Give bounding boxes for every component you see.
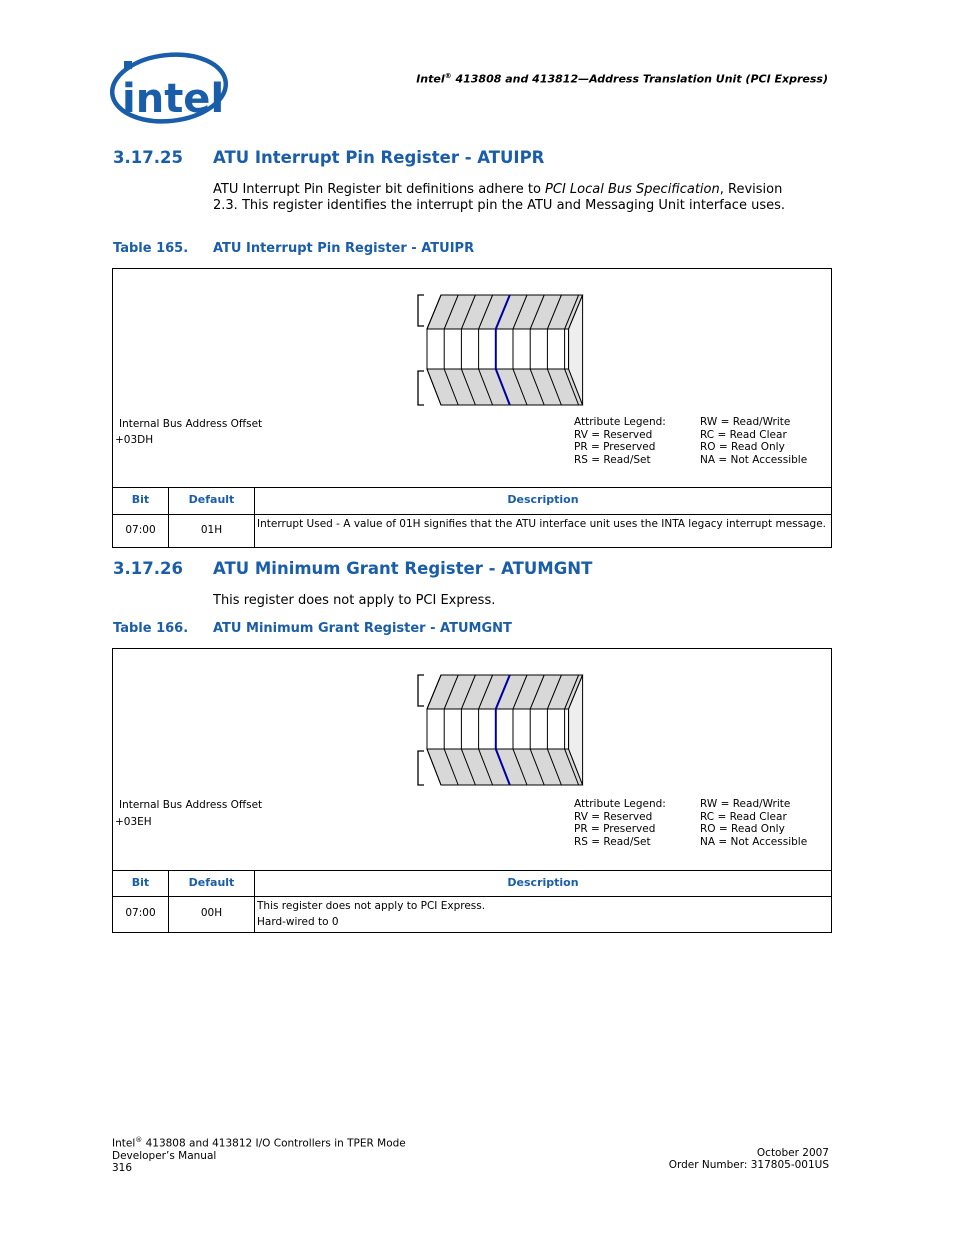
footer-left: Intel® 413808 and 413812 I/O Controllers in TPER Mode Developer’s Manual 316 xyxy=(112,1136,406,1174)
table-title: ATU Minimum Grant Register - ATUMGNT xyxy=(213,621,512,636)
register-table-166 xyxy=(112,648,832,933)
bit-field-diagram xyxy=(409,293,589,409)
header-brand: Intel xyxy=(416,72,445,86)
cell-description: This register does not apply to PCI Express. Hard-wired to 0 xyxy=(257,900,486,928)
running-header xyxy=(380,72,828,86)
footer-right xyxy=(560,1147,829,1171)
column-header-description: Description xyxy=(507,876,579,889)
cell-default: 00H xyxy=(200,907,223,919)
table-title: ATU Interrupt Pin Register - ATUIPR xyxy=(213,241,475,256)
section-title: ATU Minimum Grant Register - ATUMGNT xyxy=(213,559,593,578)
section1-paragraph: ATU Interrupt Pin Register bit definitions adhere to PCI Local Bus Specification, Revision 2.3. This register identifies the interrupt pin the ATU and Messaging Unit interface uses. xyxy=(213,182,785,213)
logo-text: intel xyxy=(122,76,225,122)
header-title: 413808 and 413812—Address Translation Unit (PCI Express) xyxy=(451,72,828,86)
column-header-default: Default xyxy=(188,493,235,506)
cell-bit: 07:00 xyxy=(125,907,156,919)
attribute-legend: Attribute Legend: RV = Reserved PR = Preserved RS = Read/Set xyxy=(574,416,666,467)
legend-title: Attribute Legend: xyxy=(574,416,666,428)
attribute-legend-codes: RW = Read/Write RC = Read Clear RO = Read Only NA = Not Accessible xyxy=(700,416,808,467)
page-number: 316 xyxy=(112,1161,133,1174)
section2-paragraph: This register does not apply to PCI Express. xyxy=(213,593,496,608)
cell-default: 01H xyxy=(200,524,223,536)
offset-value: +03EH xyxy=(115,816,152,828)
offset-value: +03DH xyxy=(115,434,154,446)
footer-date: October 2007 xyxy=(756,1147,829,1159)
section-title: ATU Interrupt Pin Register - ATUIPR xyxy=(213,148,545,167)
header-reg: ® xyxy=(444,72,452,80)
offset-label: Internal Bus Address Offset xyxy=(119,418,263,430)
cell-bit: 07:00 xyxy=(125,524,156,536)
section-number: 3.17.26 xyxy=(113,559,183,578)
column-header-default: Default xyxy=(188,876,235,889)
column-header-bit: Bit xyxy=(131,493,150,506)
section-heading-2 xyxy=(113,559,833,579)
section-number: 3.17.25 xyxy=(113,148,183,167)
intel-logo xyxy=(108,50,230,130)
attribute-legend-codes: RW = Read/Write RC = Read Clear RO = Read Only NA = Not Accessible xyxy=(700,798,808,849)
table-caption-166 xyxy=(113,621,833,637)
legend-title: Attribute Legend: xyxy=(574,798,666,810)
table-caption-165 xyxy=(113,241,833,257)
attribute-legend: Attribute Legend: RV = Reserved PR = Preserved RS = Read/Set xyxy=(574,798,666,849)
column-header-description: Description xyxy=(507,493,579,506)
column-header-bit: Bit xyxy=(131,876,150,889)
table-number: Table 166. xyxy=(113,621,189,636)
offset-label: Internal Bus Address Offset xyxy=(119,799,263,811)
spec-name: PCI Local Bus Specification xyxy=(545,182,720,197)
register-table-165 xyxy=(112,268,832,548)
table-number: Table 165. xyxy=(113,241,189,256)
section-heading-1 xyxy=(113,148,833,168)
cell-description: Interrupt Used - A value of 01H signifies that the ATU interface unit uses the INTA legacy interrupt message. xyxy=(257,518,827,530)
bit-field-diagram xyxy=(409,673,589,789)
order-number: Order Number: 317805-001US xyxy=(668,1159,829,1172)
